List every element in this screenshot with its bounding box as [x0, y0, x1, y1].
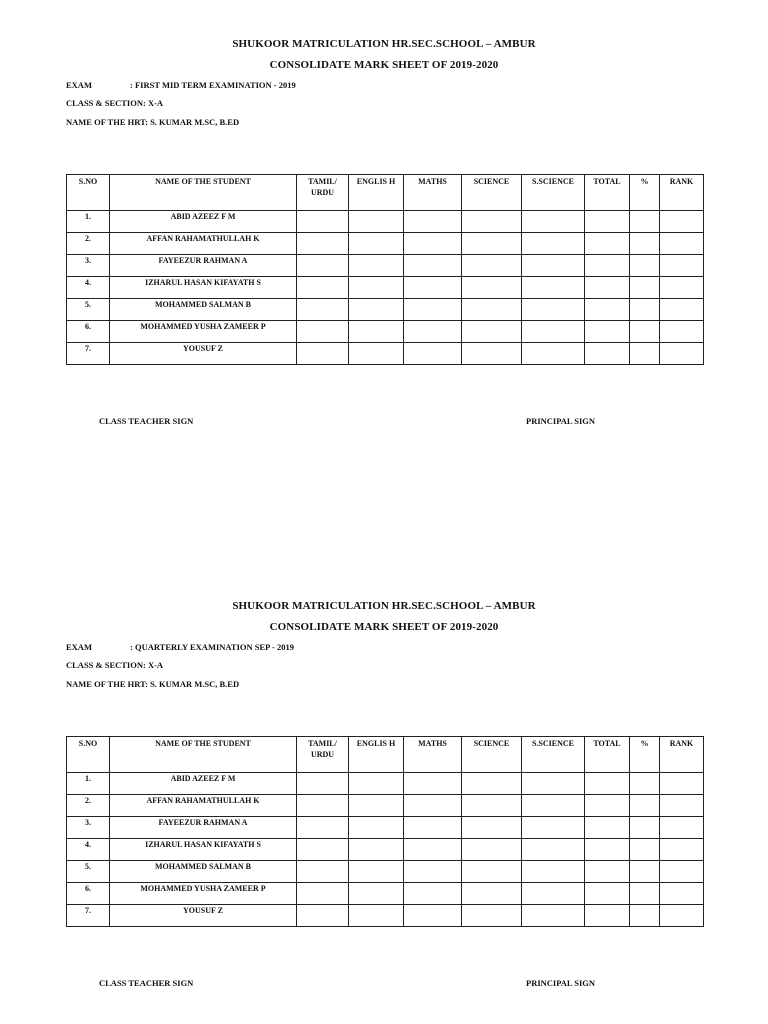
mark-cell[interactable]: [522, 277, 585, 299]
mark-cell[interactable]: [404, 773, 462, 795]
total-cell[interactable]: [585, 905, 630, 927]
table-row: [67, 883, 704, 905]
table-header-row: [67, 737, 704, 773]
mark-cell[interactable]: [297, 321, 349, 343]
student-name-cell: AFFAN RAHAMATHULLAH K: [110, 233, 297, 255]
percent-cell[interactable]: [630, 299, 660, 321]
student-name-cell: IZHARUL HASAN KIFAYATH S: [110, 839, 297, 861]
percent-cell[interactable]: [630, 839, 660, 861]
mark-cell[interactable]: [462, 233, 522, 255]
mark-cell[interactable]: [349, 795, 404, 817]
sno-cell: 3.: [67, 255, 110, 277]
mark-cell[interactable]: [462, 839, 522, 861]
table-row: [67, 277, 704, 299]
table-row: [67, 343, 704, 365]
mark-cell[interactable]: [297, 233, 349, 255]
mark-cell[interactable]: [297, 817, 349, 839]
percent-cell[interactable]: [630, 883, 660, 905]
mark-cell[interactable]: [349, 211, 404, 233]
mark-cell[interactable]: [462, 211, 522, 233]
student-name-cell: FAYEEZUR RAHMAN A: [110, 255, 297, 277]
mark-cell[interactable]: [297, 255, 349, 277]
total-cell[interactable]: [585, 795, 630, 817]
header-percent: %: [630, 737, 660, 773]
total-cell[interactable]: [585, 343, 630, 365]
total-cell[interactable]: [585, 321, 630, 343]
sheet-title: CONSOLIDATE MARK SHEET OF 2019-2020: [269, 59, 499, 71]
header-sno: S.NO: [67, 737, 110, 773]
table-row: [67, 905, 704, 927]
sno-cell: 2.: [67, 233, 110, 255]
table-row: [67, 211, 704, 233]
student-name-cell: YOUSUF Z: [110, 343, 297, 365]
exam-value: : FIRST MID TERM EXAMINATION - 2019: [130, 80, 296, 90]
exam-line: [66, 80, 296, 90]
school-name: SHUKOOR MATRICULATION HR.SEC.SCHOOL – AMBUR: [232, 600, 536, 612]
rank-cell[interactable]: [660, 321, 704, 343]
header-social-science: S.SCIENCE: [522, 737, 585, 773]
mark-cell[interactable]: [522, 211, 585, 233]
rank-cell[interactable]: [660, 255, 704, 277]
header-tamil-urdu: TAMIL/ URDU: [297, 175, 349, 211]
mark-cell[interactable]: [349, 817, 404, 839]
percent-cell[interactable]: [630, 773, 660, 795]
class-teacher-sign: CLASS TEACHER SIGN: [99, 978, 194, 988]
hrt-line: NAME OF THE HRT: S. KUMAR M.SC, B.ED: [66, 117, 240, 127]
sno-cell: 4.: [67, 277, 110, 299]
total-cell[interactable]: [585, 883, 630, 905]
principal-sign: PRINCIPAL SIGN: [526, 416, 596, 426]
mark-cell[interactable]: [462, 861, 522, 883]
mark-cell[interactable]: [404, 233, 462, 255]
mark-cell[interactable]: [522, 905, 585, 927]
mark-cell[interactable]: [349, 299, 404, 321]
sno-cell: 5.: [67, 299, 110, 321]
student-name-cell: MOHAMMED SALMAN B: [110, 299, 297, 321]
total-cell[interactable]: [585, 233, 630, 255]
mark-cell[interactable]: [462, 795, 522, 817]
rank-cell[interactable]: [660, 839, 704, 861]
table-row: [67, 861, 704, 883]
class-section-line: CLASS & SECTION: X-A: [66, 660, 164, 670]
mark-cell[interactable]: [462, 321, 522, 343]
rank-cell[interactable]: [660, 905, 704, 927]
mark-cell[interactable]: [297, 211, 349, 233]
mark-cell[interactable]: [462, 773, 522, 795]
table-row: [67, 233, 704, 255]
sno-cell: 7.: [67, 905, 110, 927]
mark-cell[interactable]: [404, 905, 462, 927]
mark-cell[interactable]: [297, 839, 349, 861]
mark-cell[interactable]: [349, 233, 404, 255]
student-name-cell: FAYEEZUR RAHMAN A: [110, 817, 297, 839]
rank-cell[interactable]: [660, 861, 704, 883]
mark-cell[interactable]: [522, 817, 585, 839]
mark-cell[interactable]: [462, 299, 522, 321]
percent-cell[interactable]: [630, 861, 660, 883]
header-total: TOTAL: [585, 175, 630, 211]
mark-cell[interactable]: [522, 233, 585, 255]
mark-cell[interactable]: [404, 277, 462, 299]
sno-cell: 2.: [67, 795, 110, 817]
table-row: [67, 299, 704, 321]
percent-cell[interactable]: [630, 277, 660, 299]
mark-cell[interactable]: [404, 211, 462, 233]
student-name-cell: IZHARUL HASAN KIFAYATH S: [110, 277, 297, 299]
mark-cell[interactable]: [404, 321, 462, 343]
student-name-cell: MOHAMMED YUSHA ZAMEER P: [110, 883, 297, 905]
school-name: SHUKOOR MATRICULATION HR.SEC.SCHOOL – AMBUR: [232, 38, 536, 50]
marks-table: [66, 736, 704, 927]
total-cell[interactable]: [585, 839, 630, 861]
header-rank: RANK: [660, 737, 704, 773]
header-tamil-urdu: TAMIL/ URDU: [297, 737, 349, 773]
rank-cell[interactable]: [660, 277, 704, 299]
percent-cell[interactable]: [630, 795, 660, 817]
sno-cell: 5.: [67, 861, 110, 883]
mark-cell[interactable]: [349, 255, 404, 277]
header-student-name: NAME OF THE STUDENT: [110, 175, 297, 211]
mark-cell[interactable]: [349, 861, 404, 883]
hrt-line: NAME OF THE HRT: S. KUMAR M.SC, B.ED: [66, 679, 240, 689]
mark-cell[interactable]: [462, 277, 522, 299]
sno-cell: 1.: [67, 773, 110, 795]
mark-cell[interactable]: [404, 883, 462, 905]
exam-value: : QUARTERLY EXAMINATION SEP - 2019: [130, 642, 294, 652]
table-row: [67, 795, 704, 817]
mark-cell[interactable]: [462, 883, 522, 905]
sno-cell: 7.: [67, 343, 110, 365]
mark-cell[interactable]: [522, 255, 585, 277]
table-row: [67, 255, 704, 277]
total-cell[interactable]: [585, 817, 630, 839]
table-header-row: [67, 175, 704, 211]
mark-cell[interactable]: [462, 817, 522, 839]
header-percent: %: [630, 175, 660, 211]
total-cell[interactable]: [585, 861, 630, 883]
mark-cell[interactable]: [522, 343, 585, 365]
header-science: SCIENCE: [462, 175, 522, 211]
mark-cell[interactable]: [522, 795, 585, 817]
mark-cell[interactable]: [297, 277, 349, 299]
mark-cell[interactable]: [404, 343, 462, 365]
percent-cell[interactable]: [630, 343, 660, 365]
student-name-cell: MOHAMMED SALMAN B: [110, 861, 297, 883]
sno-cell: 6.: [67, 321, 110, 343]
percent-cell[interactable]: [630, 321, 660, 343]
principal-sign: PRINCIPAL SIGN: [526, 978, 596, 988]
header-english: ENGLIS H: [349, 175, 404, 211]
table-row: [67, 839, 704, 861]
mark-cell[interactable]: [522, 299, 585, 321]
mark-cell[interactable]: [404, 255, 462, 277]
mark-cell[interactable]: [404, 795, 462, 817]
mark-cell[interactable]: [404, 839, 462, 861]
header-science: SCIENCE: [462, 737, 522, 773]
header-student-name: NAME OF THE STUDENT: [110, 737, 297, 773]
header-social-science: S.SCIENCE: [522, 175, 585, 211]
class-section-line: CLASS & SECTION: X-A: [66, 98, 164, 108]
rank-cell[interactable]: [660, 233, 704, 255]
student-name-cell: YOUSUF Z: [110, 905, 297, 927]
sheet-title: CONSOLIDATE MARK SHEET OF 2019-2020: [269, 621, 499, 633]
marks-table: [66, 174, 704, 365]
exam-label: EXAM: [66, 642, 92, 652]
table-row: [67, 773, 704, 795]
mark-cell[interactable]: [522, 839, 585, 861]
header-english: ENGLIS H: [349, 737, 404, 773]
student-name-cell: ABID AZEEZ F M: [110, 211, 297, 233]
rank-cell[interactable]: [660, 883, 704, 905]
mark-cell[interactable]: [349, 343, 404, 365]
header-total: TOTAL: [585, 737, 630, 773]
percent-cell[interactable]: [630, 211, 660, 233]
total-cell[interactable]: [585, 255, 630, 277]
mark-cell[interactable]: [522, 883, 585, 905]
rank-cell[interactable]: [660, 343, 704, 365]
sno-cell: 1.: [67, 211, 110, 233]
rank-cell[interactable]: [660, 773, 704, 795]
mark-cell[interactable]: [297, 343, 349, 365]
student-name-cell: MOHAMMED YUSHA ZAMEER P: [110, 321, 297, 343]
total-cell[interactable]: [585, 211, 630, 233]
total-cell[interactable]: [585, 773, 630, 795]
sno-cell: 6.: [67, 883, 110, 905]
total-cell[interactable]: [585, 299, 630, 321]
mark-cell[interactable]: [462, 255, 522, 277]
mark-cell[interactable]: [349, 321, 404, 343]
mark-cell[interactable]: [462, 343, 522, 365]
total-cell[interactable]: [585, 277, 630, 299]
mark-cell[interactable]: [404, 817, 462, 839]
percent-cell[interactable]: [630, 817, 660, 839]
mark-cell[interactable]: [297, 883, 349, 905]
mark-cell[interactable]: [522, 773, 585, 795]
percent-cell[interactable]: [630, 905, 660, 927]
mark-cell[interactable]: [297, 795, 349, 817]
mark-cell[interactable]: [404, 299, 462, 321]
mark-cell[interactable]: [297, 905, 349, 927]
table-row: [67, 817, 704, 839]
header-sno: S.NO: [67, 175, 110, 211]
sno-cell: 3.: [67, 817, 110, 839]
rank-cell[interactable]: [660, 299, 704, 321]
mark-cell[interactable]: [349, 839, 404, 861]
header-maths: MATHS: [404, 175, 462, 211]
mark-cell[interactable]: [297, 299, 349, 321]
sno-cell: 4.: [67, 839, 110, 861]
class-teacher-sign: CLASS TEACHER SIGN: [99, 416, 194, 426]
mark-cell[interactable]: [297, 773, 349, 795]
mark-cell[interactable]: [349, 905, 404, 927]
percent-cell[interactable]: [630, 255, 660, 277]
mark-cell[interactable]: [349, 773, 404, 795]
mark-cell[interactable]: [297, 861, 349, 883]
mark-cell[interactable]: [349, 277, 404, 299]
rank-cell[interactable]: [660, 211, 704, 233]
rank-cell[interactable]: [660, 817, 704, 839]
header-maths: MATHS: [404, 737, 462, 773]
exam-label: EXAM: [66, 80, 92, 90]
mark-cell[interactable]: [522, 861, 585, 883]
percent-cell[interactable]: [630, 233, 660, 255]
mark-cell[interactable]: [404, 861, 462, 883]
mark-cell[interactable]: [522, 321, 585, 343]
mark-cell[interactable]: [349, 883, 404, 905]
header-rank: RANK: [660, 175, 704, 211]
table-row: [67, 321, 704, 343]
student-name-cell: AFFAN RAHAMATHULLAH K: [110, 795, 297, 817]
mark-cell[interactable]: [462, 905, 522, 927]
exam-line: [66, 642, 294, 652]
student-name-cell: ABID AZEEZ F M: [110, 773, 297, 795]
rank-cell[interactable]: [660, 795, 704, 817]
